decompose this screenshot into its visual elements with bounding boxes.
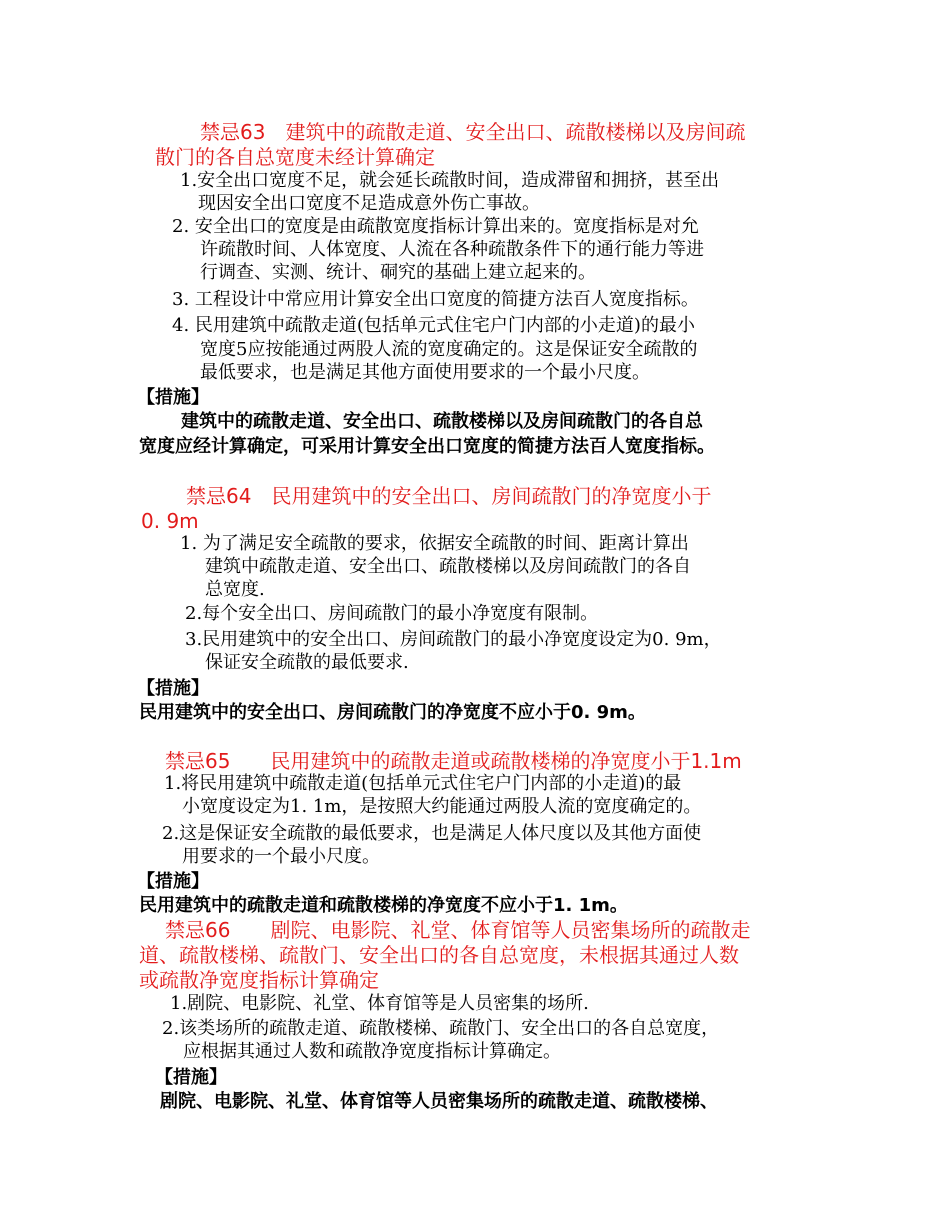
section-63-item-2-line-2: 许疏散时间、人体宽度、人流在各种疏散条件下的通行能力等进 bbox=[200, 239, 704, 260]
section-66-title-line-3: 或疏散净宽度指标计算确定 bbox=[139, 968, 379, 992]
section-65-item-1-line-1: 1.将民用建筑中疏散走道(包括单元式住宅户门内部的小走道)的最 bbox=[164, 773, 682, 794]
section-65-title-line-1: 禁忌65 民用建筑中的疏散走道或疏散楼梯的净宽度小于1.1m bbox=[165, 749, 742, 773]
section-63-item-1-line-2: 现因安全出口宽度不足造成意外伤亡事故。 bbox=[198, 193, 540, 214]
section-66-measure-label: 【措施】 bbox=[155, 1067, 227, 1088]
section-65-item-1-line-2: 小宽度设定为1. 1m，是按照大约能通过两股人流的宽度确定的。 bbox=[182, 796, 702, 817]
section-65-item-2-line-2: 用要求的一个最小尺度。 bbox=[182, 846, 380, 867]
section-66-item-1-line-1: 1.剧院、电影院、礼堂、体育馆等是人员密集的场所. bbox=[170, 993, 589, 1014]
section-66-title-line-1: 禁忌66 剧院、电影院、礼堂、体育馆等人员密集场所的疏散走 bbox=[165, 918, 751, 942]
section-63-measure-line-2: 宽度应经计算确定，可采用计算安全出口宽度的简捷方法百人宽度指标。 bbox=[139, 436, 715, 457]
section-63-measure-label: 【措施】 bbox=[137, 387, 209, 408]
section-63-measure-line-1: 建筑中的疏散走道、安全出口、疏散楼梯以及房间疏散门的各自总 bbox=[181, 411, 703, 432]
section-64-title-line-2: 0. 9m bbox=[141, 509, 199, 533]
section-64-title-line-1: 禁忌64 民用建筑中的安全出口、房间疏散门的净宽度小于 bbox=[186, 484, 712, 508]
section-63-title-line-1: 禁忌63 建筑中的疏散走道、安全出口、疏散楼梯以及房间疏 bbox=[200, 120, 746, 144]
section-64-measure-line-1: 民用建筑中的安全出口、房间疏散门的净宽度不应小于0. 9m。 bbox=[139, 702, 646, 723]
section-65-measure-line-1: 民用建筑中的疏散走道和疏散楼梯的净宽度不应小于1. 1m。 bbox=[139, 895, 628, 916]
section-63-item-1-line-1: 1.安全出口宽度不足，就会延长疏散时间，造成滞留和拥挤，甚至出 bbox=[180, 170, 720, 191]
section-63-item-4-line-1: 4. 民用建筑中疏散走道(包括单元式住宅户门内部的小走道)的最小 bbox=[172, 315, 695, 336]
section-64-measure-label: 【措施】 bbox=[137, 678, 209, 699]
section-63-item-4-line-2: 宽度5应按能通过两股人流的宽度确定的。这是保证安全疏散的 bbox=[200, 339, 698, 360]
section-64-item-1-line-2: 建筑中疏散走道、安全出口、疏散楼梯以及房间疏散门的各自 bbox=[205, 556, 691, 577]
section-63-item-2-line-3: 行调查、实测、统计、硐究的基础上建立起来的。 bbox=[200, 262, 596, 283]
section-66-item-2-line-1: 2.该类场所的疏散走道、疏散楼梯、疏散门、安全出口的各自总宽度， bbox=[162, 1018, 720, 1039]
section-63-item-3-line-1: 3. 工程设计中常应用计算安全出口宽度的简捷方法百人宽度指标。 bbox=[172, 289, 699, 310]
section-63-item-2-line-1: 2. 安全出口的宽度是由疏散宽度指标计算出来的。宽度指标是对允 bbox=[172, 216, 699, 237]
section-66-title-line-2: 道、疏散楼梯、疏散门、安全出口的各自总宽度，未根据其通过人数 bbox=[139, 943, 739, 967]
section-64-item-1-line-1: 1. 为了满足安全疏散的要求，依据安全疏散的时间、距离计算出 bbox=[180, 533, 689, 554]
section-65-item-2-line-1: 2.这是保证安全疏散的最低要求，也是满足人体尺度以及其他方面使 bbox=[162, 823, 702, 844]
section-66-item-2-line-2: 应根据其通过人数和疏散净宽度指标计算确定。 bbox=[183, 1041, 561, 1062]
section-65-measure-label: 【措施】 bbox=[137, 871, 209, 892]
section-66-measure-line-1: 剧院、电影院、礼堂、体育馆等人员密集场所的疏散走道、疏散楼梯、 bbox=[160, 1091, 718, 1112]
section-64-item-2-line-1: 2.每个安全出口、房间疏散门的最小净宽度有限制。 bbox=[185, 603, 599, 624]
section-63-title-line-2: 散门的各自总宽度未经计算确定 bbox=[155, 145, 435, 169]
section-64-item-1-line-3: 总宽度. bbox=[205, 579, 265, 600]
section-64-item-3-line-1: 3.民用建筑中的安全出口、房间疏散门的最小净宽度设定为0. 9m， bbox=[185, 629, 722, 650]
section-63-item-4-line-3: 最低要求，也是满足其他方面使用要求的一个最小尺度。 bbox=[200, 362, 650, 383]
section-64-item-3-line-2: 保证安全疏散的最低要求. bbox=[205, 652, 409, 673]
